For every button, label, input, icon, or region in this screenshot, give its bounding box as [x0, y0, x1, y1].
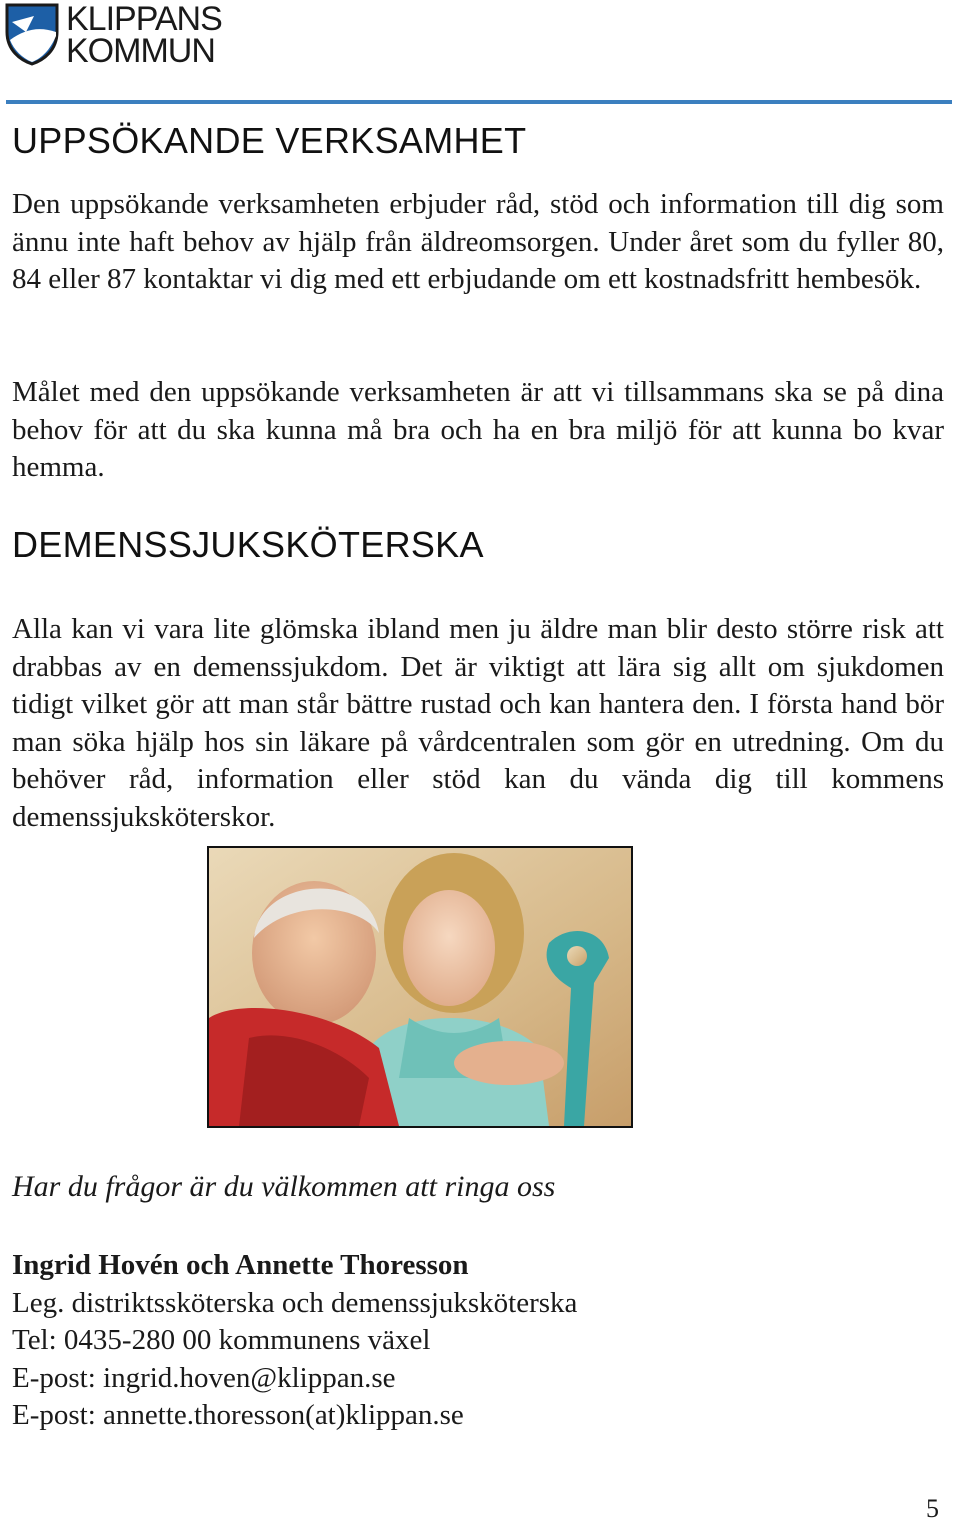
- uppsokande-paragraph-1: Den uppsökande verksamheten erbjuder råd, stöd och information till dig som ännu inte haft behov av hjälp från äldreomsorgen. Under året som du fyller 80, 84 eller 87 kontaktar vi dig med ett erbjudande om ett kostnadsfritt hembesök.: [12, 188, 944, 295]
- logo-text-line1: KLIPPANS: [66, 0, 222, 38]
- section-heading-uppsokande: UPPSÖKANDE VERKSAMHET: [12, 120, 527, 161]
- page-header: [0, 0, 960, 100]
- contact-email-1: E-post: ingrid.hoven@klippan.se: [12, 1361, 396, 1394]
- contact-block: [12, 1247, 577, 1435]
- contact-names: Ingrid Hovén och Annette Thoresson: [12, 1249, 469, 1281]
- logo-text-line2: KOMMUN: [66, 32, 215, 70]
- uppsokande-paragraph-2: Målet med den uppsökande verksamheten är att vi tillsammans ska se på dina behov för att du ska kunna må bra och ha en bra miljö för att kunna bo kvar hemma.: [12, 376, 944, 483]
- coat-of-arms-shield-icon: [4, 2, 60, 66]
- demens-paragraph: Alla kan vi vara lite glömska ibland men ju äldre man blir desto större risk att drabbas av en demenssjukdom. Det är viktigt att lära sig allt om sjukdomen tidigt vilket gör att man står bättre rustad och kan hantera den. I första hand bör man söka hjälp hos sin läkare på vårdcentralen som gör en utredning. Om du behöver råd, information eller stöd kan du vända dig till kommens demenssjuksköterskor.: [12, 613, 944, 833]
- contact-question: Har du frågor är du välkommen att ringa oss: [12, 1170, 556, 1203]
- section-heading-demens: DEMENSSJUKSKÖTERSKA: [12, 524, 484, 565]
- page-number: 5: [926, 1494, 939, 1523]
- contact-roles: Leg. distriktssköterska och demenssjuksköterska: [12, 1286, 578, 1319]
- klippans-kommun-logo: [4, 2, 236, 72]
- header-divider: [6, 100, 952, 104]
- contact-phone: Tel: 0435-280 00 kommunens växel: [12, 1324, 431, 1356]
- photo-elderly-man-and-caregiver: [207, 846, 633, 1128]
- contact-email-2: E-post: annette.thoresson(at)klippan.se: [12, 1399, 464, 1431]
